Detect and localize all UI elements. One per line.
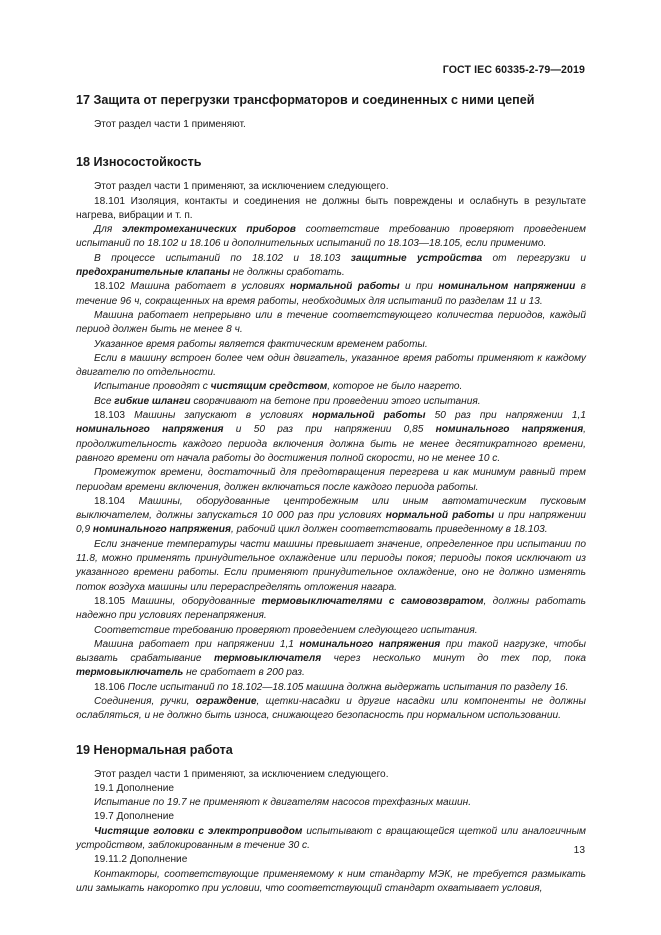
s18-paragraph-19: Соединения, ручки, ограждение, щетки-насадки и другие насадки или компоненты не должны ослабляться, и не должно быть износа, снижающего безопасность при нормальном использовании. xyxy=(76,695,586,722)
s18-paragraph-17: Машина работает при напряжении 1,1 номинального напряжения при такой нагрузке, чтобы вызвать срабатывание термовыключателя через несколько минут до тех пор, пока термовыключатель не сработает в 200 раз. xyxy=(76,638,586,679)
s18-paragraph-2: 18.101 Изоляция, контакты и соединения не должны быть повреждены и ослабнуть в результате нагрева, вибрации и т. п. xyxy=(76,195,586,221)
s18-paragraph-16: Соответствие требованию проверяют проведением следующего испытания. xyxy=(94,624,478,636)
s19-paragraph-1: Этот раздел части 1 применяют, за исключением следующего. xyxy=(94,768,389,780)
s18-paragraph-8: Если в машину встроен более чем один двигатель, указанное время работы применяют к каждому двигателю по отдельности. xyxy=(76,352,586,379)
s19-paragraph-7: Контакторы, соответствующие применяемому к ним стандарту МЭК, не требуется размыкать или замыкать накоротко при условии, что соответствующий стандарт охватывает условия, xyxy=(76,868,586,894)
s18-paragraph-15: 18.105 Машины, оборудованные термовыключателями с самовозвратом, должны работать надежно при условиях перенапряжения. xyxy=(76,595,586,622)
s18-paragraph-9: Испытание проводят с чистящим средством, которое не было нагрето. xyxy=(94,381,463,393)
s18-paragraph-5: 18.102 Машина работает в условиях нормальной работы и при номинальном напряжении в течение 96 ч, сокращенных на время работы, необходимых для испытаний по разделам 11 и 13. xyxy=(76,281,586,307)
s18-paragraph-14: Если значение температуры части машины превышает значение, определенное при испытании по 11.8, можно применять принудительное охлаждение или периоды покоя; периоды покоя исключают из указанного времени работы. Если применяют принудительное охлаждение, оно не должно изменять поток воздуха машины или перераспределять отложения нагара. xyxy=(76,538,586,593)
s18-paragraph-7: Указанное время работы является фактическим временем работы. xyxy=(94,338,428,350)
s19-paragraph-5: Чистящие головки с электроприводом испытывают с вращающейся щеткой или аналогичным устройством, заблокированным в течение 30 с. xyxy=(76,825,586,852)
page-content xyxy=(76,88,586,896)
s18-paragraph-18: 18.106 После испытаний по 18.102—18.105 машина должна выдержать испытания по разделу 16. xyxy=(94,681,569,693)
s18-paragraph-3: Для электромеханических приборов соответствие требованию проверяют проведением испытаний по 18.102 и 18.106 и дополнительных испытаний по 18.103—18.105, если применимо. xyxy=(76,224,586,250)
section-17-heading: 17 Защита от перегрузки трансформаторов и соединенных с ними цепей xyxy=(76,93,535,107)
s19-paragraph-2: 19.1 Дополнение xyxy=(94,782,175,794)
s18-paragraph-13: 18.104 Машины, оборудованные центробежным или иным автоматическим пусковым выключателем, должны запускаться 10 000 раз при условиях нормальной работы и при напряжении 0,9 номинального напряжения, рабочий цикл должен соответствовать приведенному в 18.103. xyxy=(76,495,586,536)
s18-paragraph-1: Этот раздел части 1 применяют, за исключением следующего. xyxy=(94,181,389,193)
s19-paragraph-3: Испытание по 19.7 не применяют к двигателям насосов трехфазных машин. xyxy=(94,797,472,809)
s18-paragraph-10: Все гибкие шланги сворачивают на бетоне при проведении этого испытания. xyxy=(94,395,481,407)
section-19-heading: 19 Ненормальная работа xyxy=(76,742,233,757)
s17-paragraph-1: Этот раздел части 1 применяют. xyxy=(94,119,246,130)
document-header-standard: ГОСТ IEC 60335-2-79—2019 xyxy=(442,64,585,76)
s18-paragraph-4: В процессе испытаний по 18.102 и 18.103 защитные устройства от перегрузки и предохранительные клапаны не должны сработать. xyxy=(76,252,586,279)
section-18-heading: 18 Износостойкость xyxy=(76,155,202,170)
s18-paragraph-6: Машина работает непрерывно или в течение соответствующего количества периодов, каждый период должен быть не менее 8 ч. xyxy=(76,309,586,336)
page-number: 13 xyxy=(573,845,585,856)
s19-paragraph-6: 19.11.2 Дополнение xyxy=(94,854,188,866)
s18-paragraph-12: Промежуток времени, достаточный для предотвращения перегрева и как минимум равный трем периодам времени включения, должен включаться после каждого периода работы. xyxy=(76,467,586,493)
s19-paragraph-4: 19.7 Дополнение xyxy=(94,811,175,823)
s18-paragraph-11: 18.103 Машины запускают в условиях нормальной работы 50 раз при напряжении 1,1 номинального напряжения и 50 раз при напряжении 0,85 номинального напряжения, продолжительность каждого периода включения должна быть не менее десятикратного времени, равного времени от начала работы до достижения полной скорости, но не менее 10 с. xyxy=(76,410,586,464)
